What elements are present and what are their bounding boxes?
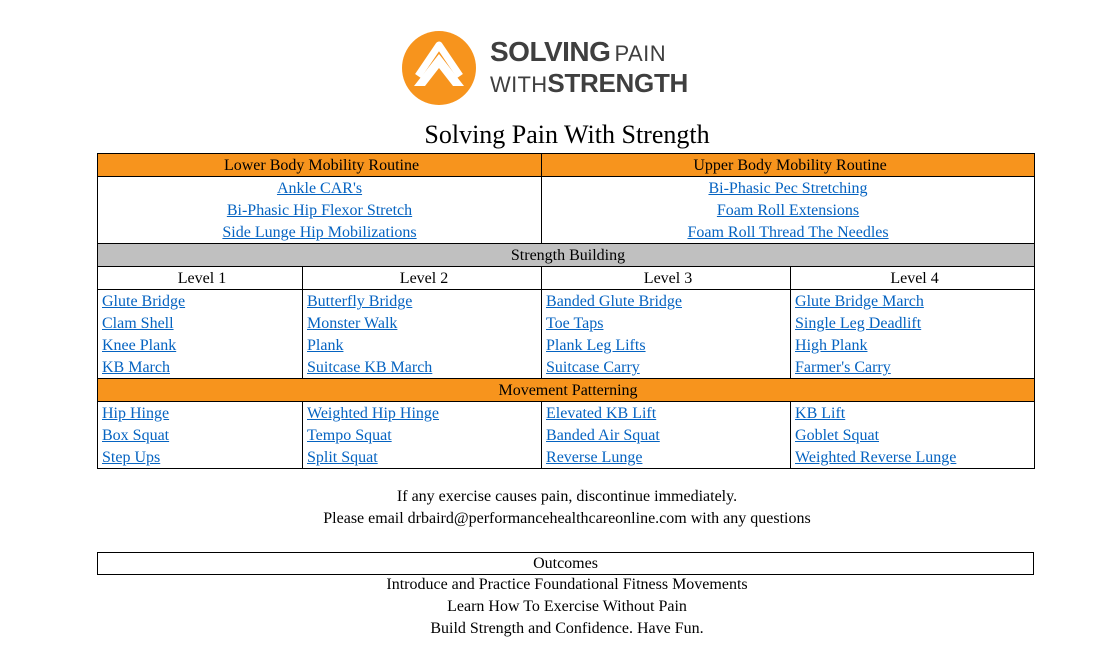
exercise-link[interactable]: Bi-Phasic Hip Flexor Stretch <box>226 202 413 219</box>
exercise-cell <box>303 446 542 469</box>
mobility-cell <box>98 221 542 244</box>
exercise-cell <box>542 312 791 334</box>
exercise-cell <box>542 402 791 425</box>
exercise-cell <box>98 334 303 356</box>
exercise-cell <box>303 356 542 379</box>
exercise-cell <box>791 290 1035 313</box>
outcome-item: Build Strength and Confidence. Have Fun. <box>430 620 704 637</box>
mobility-cell <box>98 199 542 221</box>
exercise-link[interactable]: Step Ups <box>102 449 161 466</box>
mobility-cell <box>542 221 1035 244</box>
exercise-table <box>97 153 1035 469</box>
exercise-cell <box>98 402 303 425</box>
exercise-cell <box>791 446 1035 469</box>
strength-building-header: Strength Building <box>98 244 1035 267</box>
exercise-cell <box>303 334 542 356</box>
exercise-cell <box>98 424 303 446</box>
exercise-link[interactable]: Side Lunge Hip Mobilizations <box>222 224 417 241</box>
exercise-link[interactable]: Banded Air Squat <box>546 427 660 444</box>
movement-row <box>98 424 1035 446</box>
exercise-cell <box>542 334 791 356</box>
movement-row <box>98 402 1035 425</box>
exercise-cell <box>542 356 791 379</box>
lower-body-header: Lower Body Mobility Routine <box>98 154 542 177</box>
level-header: Level 1 <box>98 267 303 290</box>
exercise-cell <box>303 424 542 446</box>
exercise-link[interactable]: High Plank <box>795 337 868 354</box>
exercise-link[interactable]: Tempo Squat <box>307 427 392 444</box>
exercise-cell <box>98 312 303 334</box>
exercise-link[interactable]: KB Lift <box>795 405 846 422</box>
strength-row <box>98 290 1035 313</box>
movement-header-row <box>98 379 1035 402</box>
exercise-link[interactable]: Knee Plank <box>102 337 177 354</box>
exercise-cell <box>98 446 303 469</box>
level-header: Level 3 <box>542 267 791 290</box>
exercise-cell <box>791 402 1035 425</box>
outcomes-header: Outcomes <box>97 552 1034 575</box>
exercise-cell <box>791 424 1035 446</box>
pain-warning-note: If any exercise causes pain, discontinue immediately. <box>396 488 738 505</box>
exercise-link[interactable]: Elevated KB Lift <box>546 405 657 422</box>
brand-logo <box>401 28 691 108</box>
exercise-cell <box>303 312 542 334</box>
exercise-link[interactable]: Plank Leg Lifts <box>546 337 646 354</box>
exercise-link[interactable]: Goblet Squat <box>795 427 880 444</box>
logo-mountain-icon <box>401 28 481 108</box>
exercise-link[interactable]: Plank <box>307 337 344 354</box>
movement-row <box>98 446 1035 469</box>
exercise-cell <box>303 402 542 425</box>
outcome-item: Introduce and Practice Foundational Fitness Movements <box>386 576 748 593</box>
exercise-cell <box>791 356 1035 379</box>
exercise-cell <box>303 290 542 313</box>
exercise-link[interactable]: Suitcase Carry <box>546 359 640 376</box>
exercise-link[interactable]: Reverse Lunge <box>546 449 643 466</box>
exercise-link[interactable]: Single Leg Deadlift <box>795 315 922 332</box>
strength-header-row <box>98 244 1035 267</box>
mobility-cell <box>98 177 542 200</box>
exercise-link[interactable]: Weighted Reverse Lunge <box>795 449 957 466</box>
strength-row <box>98 334 1035 356</box>
exercise-link[interactable]: Clam Shell <box>102 315 174 332</box>
exercise-link[interactable]: Butterfly Bridge <box>307 293 413 310</box>
exercise-link[interactable]: Glute Bridge <box>102 293 186 310</box>
exercise-cell <box>791 312 1035 334</box>
email-note: Please email drbaird@performancehealthcareonline.com with any questions <box>323 510 811 527</box>
upper-body-header: Upper Body Mobility Routine <box>542 154 1035 177</box>
exercise-cell <box>542 290 791 313</box>
exercise-link[interactable]: Bi-Phasic Pec Stretching <box>708 180 868 197</box>
exercise-cell <box>98 356 303 379</box>
exercise-cell <box>542 446 791 469</box>
page-title: Solving Pain With Strength <box>424 120 710 149</box>
mobility-row <box>98 221 1035 244</box>
exercise-link[interactable]: Foam Roll Extensions <box>716 202 860 219</box>
logo-wordmark: SOLVING PAIN WITHSTRENGTH <box>490 36 689 98</box>
exercise-cell <box>791 334 1035 356</box>
mobility-cell <box>542 199 1035 221</box>
exercise-link[interactable]: Farmer's Carry <box>795 359 891 376</box>
exercise-link[interactable]: Box Squat <box>102 427 170 444</box>
outcome-item: Learn How To Exercise Without Pain <box>447 598 687 615</box>
strength-row <box>98 312 1035 334</box>
exercise-link[interactable]: Glute Bridge March <box>795 293 924 310</box>
exercise-cell <box>98 290 303 313</box>
exercise-link[interactable]: Split Squat <box>307 449 378 466</box>
exercise-link[interactable]: Ankle CAR's <box>276 180 363 197</box>
level-header: Level 4 <box>791 267 1035 290</box>
exercise-link[interactable]: Monster Walk <box>307 315 398 332</box>
exercise-link[interactable]: Foam Roll Thread The Needles <box>687 224 889 241</box>
mobility-row <box>98 199 1035 221</box>
mobility-header-row <box>98 154 1035 177</box>
mobility-row <box>98 177 1035 200</box>
strength-row <box>98 356 1035 379</box>
exercise-link[interactable]: Hip Hinge <box>102 405 170 422</box>
movement-patterning-header: Movement Patterning <box>98 379 1035 402</box>
level-row <box>98 267 1035 290</box>
exercise-cell <box>542 424 791 446</box>
mobility-cell <box>542 177 1035 200</box>
exercise-link[interactable]: KB March <box>102 359 170 376</box>
level-header: Level 2 <box>303 267 542 290</box>
exercise-link[interactable]: Weighted Hip Hinge <box>307 405 440 422</box>
exercise-link[interactable]: Banded Glute Bridge <box>546 293 682 310</box>
exercise-link[interactable]: Suitcase KB March <box>307 359 433 376</box>
exercise-link[interactable]: Toe Taps <box>546 315 604 332</box>
